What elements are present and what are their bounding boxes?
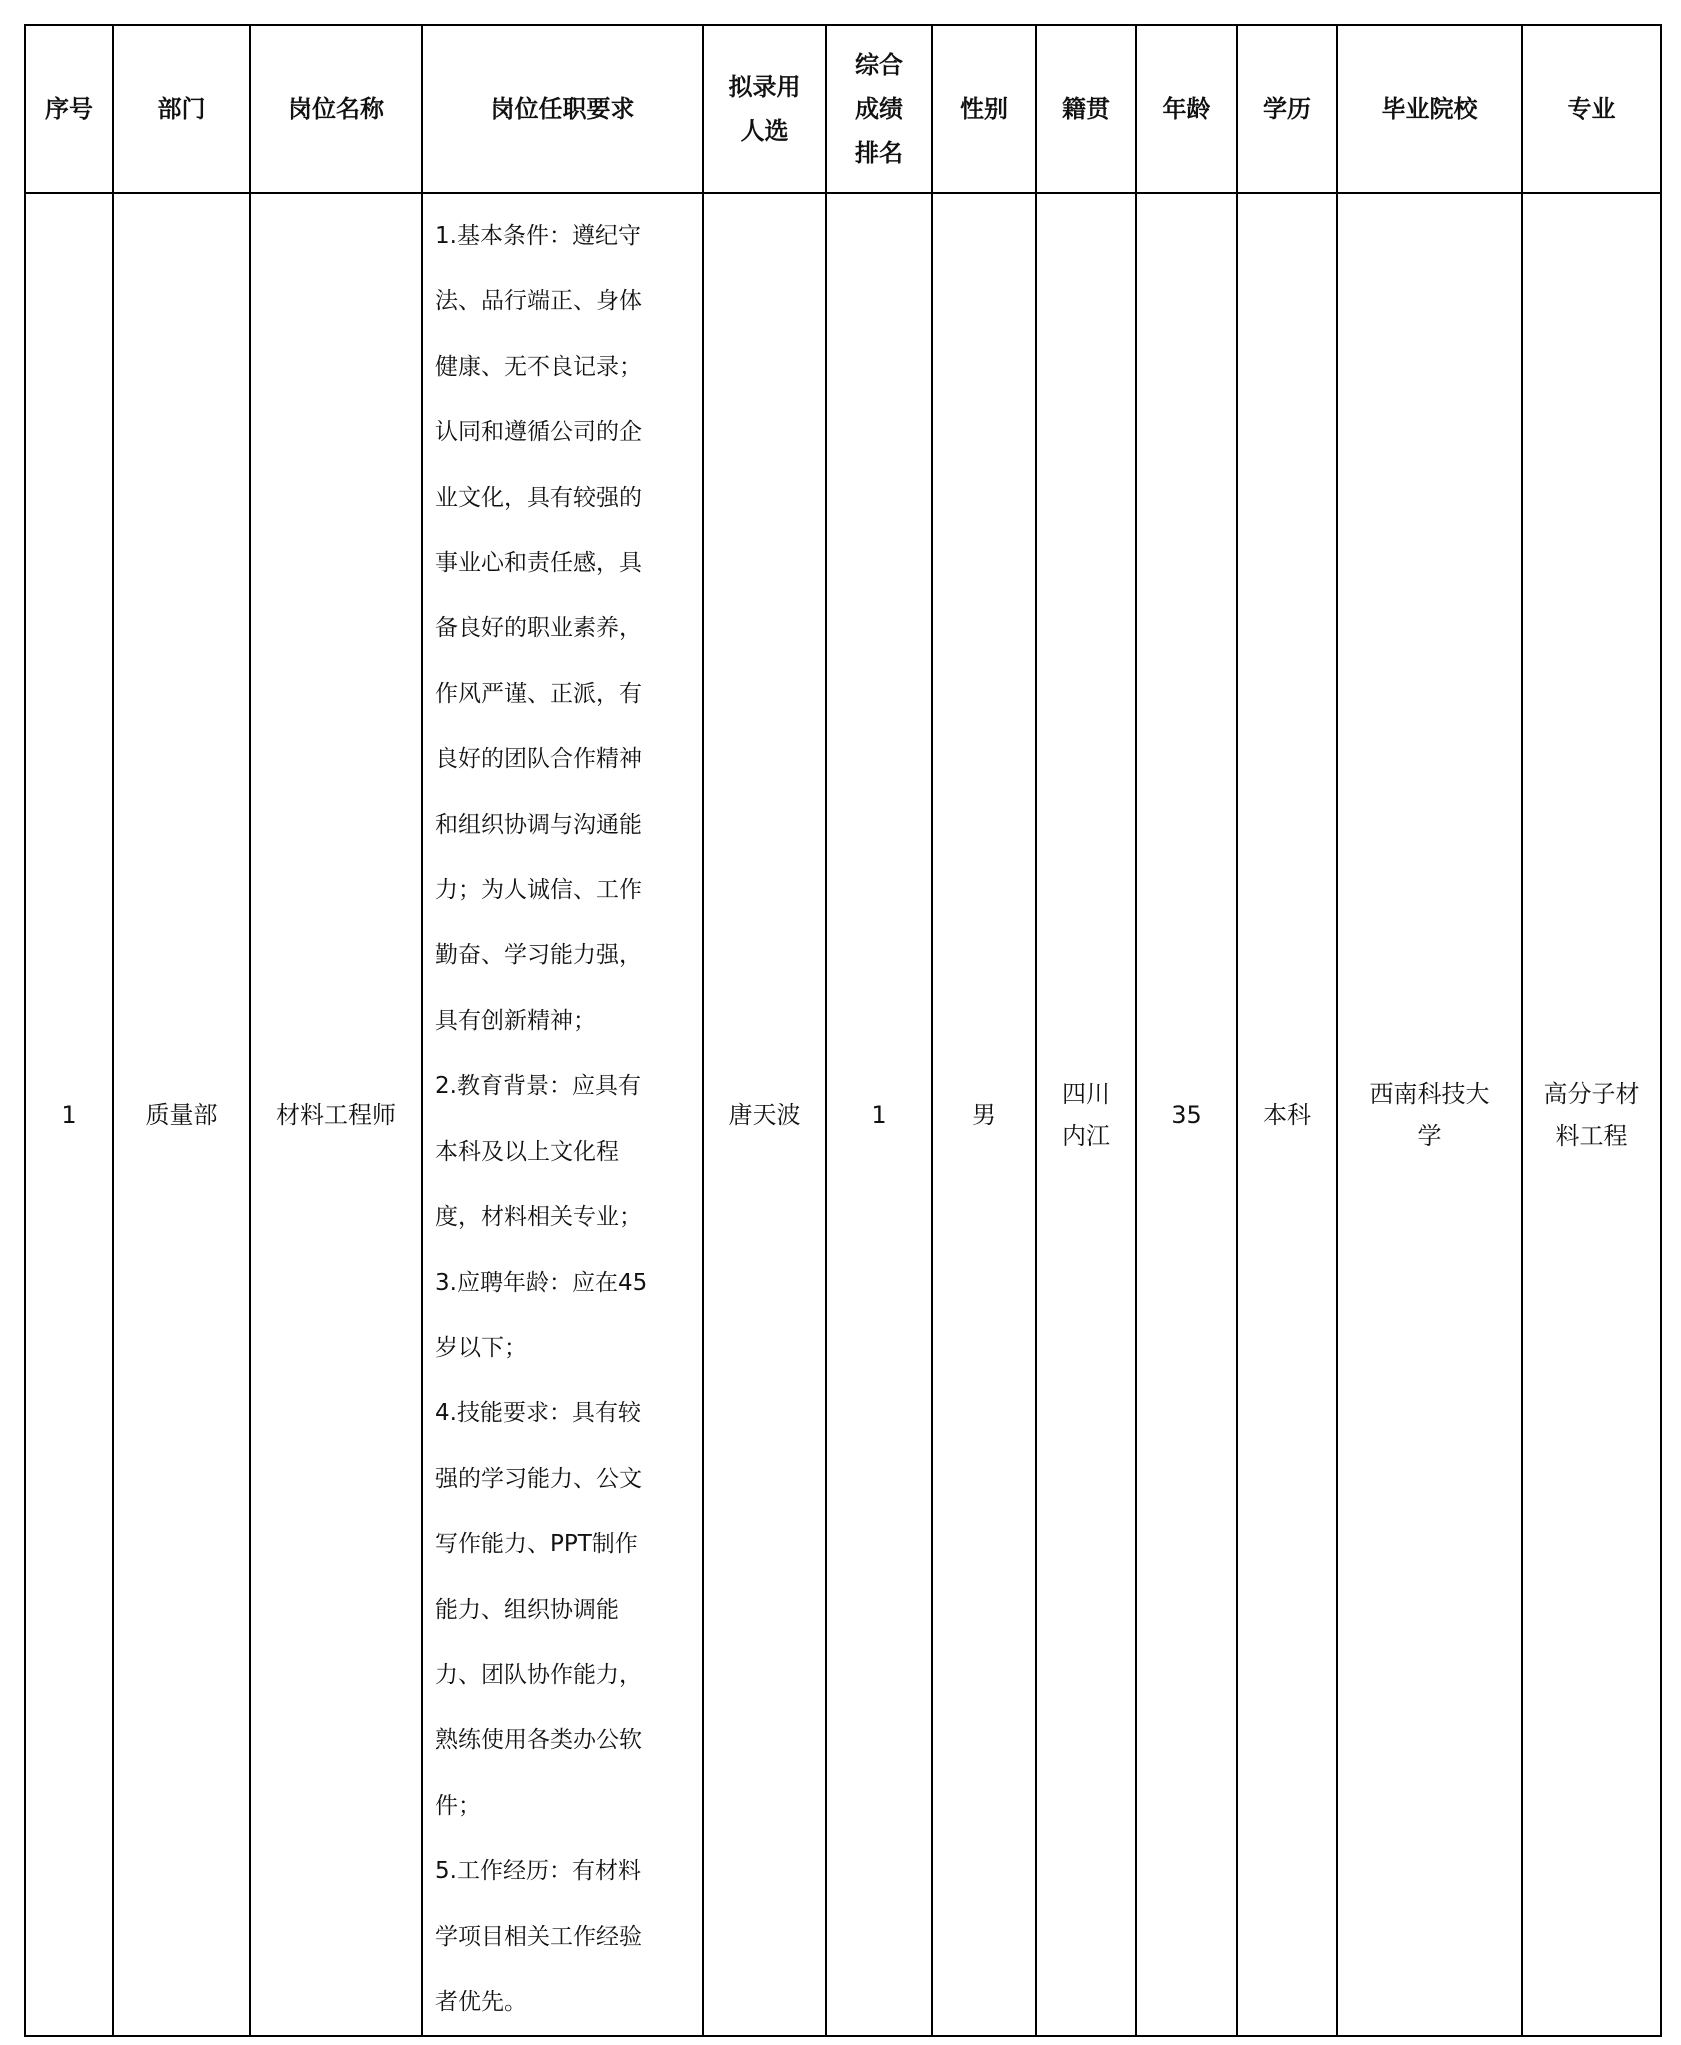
requirement-line: 具有创新精神； bbox=[435, 1007, 596, 1034]
header-cell-gender: 性别 bbox=[932, 25, 1036, 193]
header-cell-rank: 综合成绩排名 bbox=[826, 25, 932, 193]
requirement-line: 作风严谨、正派，有 bbox=[435, 680, 642, 707]
recruitment-table bbox=[24, 24, 1662, 2037]
cell-major: 高分子材料工程 bbox=[1522, 193, 1661, 2036]
requirement-line: 力、团队协作能力， bbox=[435, 1661, 642, 1688]
document-page bbox=[24, 24, 1660, 2037]
header-cell-candidate: 拟录用人选 bbox=[703, 25, 826, 193]
requirement-line: 力；为人诚信、工作 bbox=[435, 877, 642, 904]
cell-age: 35 bbox=[1136, 193, 1237, 2036]
requirement-line: 备良好的职业素养， bbox=[435, 615, 642, 642]
requirement-line: 强的学习能力、公文 bbox=[435, 1465, 642, 1492]
header-cell-department: 部门 bbox=[113, 25, 250, 193]
cell-position: 材料工程师 bbox=[250, 193, 422, 2036]
cell-index: 1 bbox=[25, 193, 113, 2036]
requirement-line: 岁以下； bbox=[435, 1334, 527, 1361]
requirement-line: 本科及以上文化程 bbox=[435, 1138, 619, 1165]
cell-rank: 1 bbox=[826, 193, 932, 2036]
header-cell-index: 序号 bbox=[25, 25, 113, 193]
requirement-line: 认同和遵循公司的企 bbox=[435, 419, 642, 446]
requirement-line: 4.技能要求：具有较 bbox=[435, 1400, 641, 1427]
header-cell-school: 毕业院校 bbox=[1337, 25, 1522, 193]
header-cell-major: 专业 bbox=[1522, 25, 1661, 193]
requirement-line: 者优先。 bbox=[435, 1988, 527, 2015]
requirement-line: 健康、无不良记录； bbox=[435, 353, 642, 380]
requirement-line: 2.教育背景：应具有 bbox=[435, 1073, 641, 1100]
requirement-line: 熟练使用各类办公软 bbox=[435, 1727, 642, 1754]
requirement-line: 和组织协调与沟通能 bbox=[435, 811, 642, 838]
cell-school: 西南科技大学 bbox=[1337, 193, 1522, 2036]
header-row bbox=[25, 25, 1661, 193]
requirement-line: 1.基本条件：遵纪守 bbox=[435, 223, 641, 249]
requirement-line: 良好的团队合作精神 bbox=[435, 746, 642, 773]
requirement-line: 勤奋、学习能力强， bbox=[435, 942, 642, 969]
cell-hometown: 四川内江 bbox=[1036, 193, 1136, 2036]
requirement-line: 3.应聘年龄：应在45 bbox=[435, 1269, 648, 1296]
header-cell-hometown: 籍贯 bbox=[1036, 25, 1136, 193]
cell-candidate: 唐天波 bbox=[703, 193, 826, 2036]
header-cell-age: 年龄 bbox=[1136, 25, 1237, 193]
requirement-line: 度，材料相关专业； bbox=[435, 1204, 642, 1231]
cell-requirements bbox=[422, 193, 703, 2036]
requirement-line: 5.工作经历：有材料 bbox=[435, 1858, 641, 1885]
cell-gender: 男 bbox=[932, 193, 1036, 2036]
header-cell-education: 学历 bbox=[1237, 25, 1337, 193]
header-cell-position: 岗位名称 bbox=[250, 25, 422, 193]
requirement-line: 件； bbox=[435, 1792, 481, 1819]
requirement-line: 能力、组织协调能 bbox=[435, 1596, 619, 1623]
cell-education: 本科 bbox=[1237, 193, 1337, 2036]
header-cell-requirements: 岗位任职要求 bbox=[422, 25, 703, 193]
requirement-line: 学项目相关工作经验 bbox=[435, 1923, 642, 1950]
requirement-line: 事业心和责任感，具 bbox=[435, 550, 642, 577]
table-row bbox=[25, 193, 1661, 2036]
cell-department: 质量部 bbox=[113, 193, 250, 2036]
requirement-line: 业文化，具有较强的 bbox=[435, 484, 642, 511]
requirement-line: 写作能力、PPT制作 bbox=[435, 1531, 638, 1558]
requirement-line: 法、品行端正、身体 bbox=[435, 288, 642, 315]
